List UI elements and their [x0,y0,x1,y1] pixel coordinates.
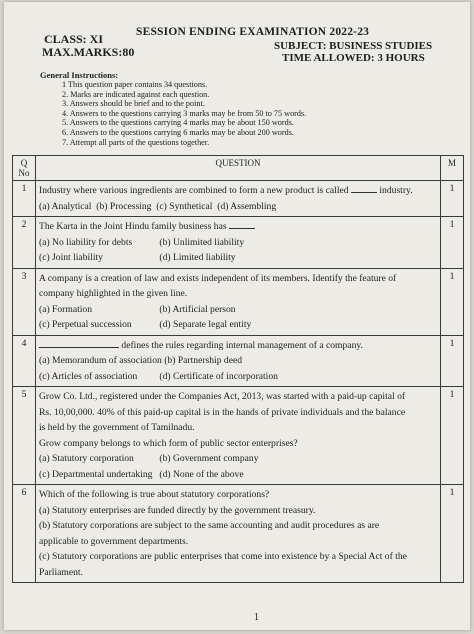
col-header-question: QUESTION [36,156,441,181]
option-c-cont: Parliament. [39,566,83,578]
instruction-item: 5. Answers to the questions carrying 4 marks may be about 150 words. [62,118,294,128]
table-header-row [13,156,464,181]
question-marks: 1 [441,181,464,217]
option-c: (c) Departmental undertaking [39,468,153,480]
max-marks-label: MAX.MARKS:80 [42,45,135,59]
option-b: (b) Government company [159,453,259,464]
question-text-line: Grow Co. Ltd., registered under the Companies Act, 2013, was started with a paid-up capital of [39,391,406,402]
question-marks: 1 [441,268,464,335]
question-text-line: Rs. 10,00,000. 40% of this paid-up capital is in the hands of private individuals and the balance [39,406,406,418]
question-stem: defines the rules regarding internal management of a company. [121,339,363,351]
option-b-cont: applicable to government departments. [39,535,189,547]
option-d: (d) Limited liability [159,252,236,263]
answer-blank [229,228,255,229]
question-marks: 1 [441,217,464,269]
answer-blank [39,347,119,348]
question-marks: 1 [441,387,464,485]
question-number: 2 [13,217,36,269]
question-marks: 1 [441,335,464,387]
question-body [36,181,441,217]
time-allowed-label: TIME ALLOWED: 3 HOURS [282,52,425,64]
question-row-4 [13,335,464,387]
answer-blank [351,192,377,193]
option-d: (d) Assembling [217,200,277,212]
option-b: (b) Artificial person [159,303,236,315]
option-a: (a) Formation [39,303,93,315]
instruction-item: 6. Answers to the questions carrying 6 marks may be about 200 words. [62,127,294,137]
question-row-6 [13,485,464,583]
option-c: (c) Perpetual succession [39,319,132,330]
option-d: (d) Certificate of incorporation [159,370,278,382]
question-number: 5 [13,387,36,485]
class-label: CLASS: XI [44,32,104,46]
question-row-5 [13,387,464,485]
question-stem: The Karta in the Joint Hindu family business has [39,221,227,232]
question-marks: 1 [441,485,464,583]
option-d: (d) Separate legal entity [159,319,252,330]
instructions-title: General Instructions: [40,70,119,80]
option-b: (b) Unlimited liability [159,236,245,248]
col-header-marks: M [441,156,464,181]
question-row-3 [13,268,464,335]
option-c: (c) Statutory corporations are public enterprises that come into existence by a Special Act of the [39,551,407,562]
question-stem: Which of the following is true about statutory corporations? [39,489,270,500]
option-a: (a) No liability for debts [39,236,133,248]
question-number: 1 [13,181,36,217]
instruction-item: 3. Answers should be brief and to the point. [62,99,205,109]
question-row-1 [13,181,464,217]
question-text-line: Grow company belongs to which form of public sector enterprises? [39,437,298,449]
option-a: (a) Memorandum of association [39,355,162,366]
question-stem: Industry where various ingredients are combined to form a new product is called [39,185,349,196]
option-b: (b) Partnership deed [164,355,243,366]
option-c: (c) Joint liability [39,252,103,263]
option-c: (c) Articles of association [39,370,138,382]
col-header-no: Q No [13,156,36,181]
exam-page [4,2,470,630]
question-stem-cont: company highlighted in the given line. [39,288,188,299]
question-stem-end: industry. [379,185,413,196]
option-a: (a) Statutory enterprises are funded directly by the government treasury. [39,504,316,516]
exam-title: SESSION ENDING EXAMINATION 2022-23 [136,26,370,38]
instruction-item: 1 This question paper contains 34 questions. [62,80,208,89]
instruction-item: 7. Attempt all parts of the questions together. [62,137,210,147]
question-body [36,217,441,269]
question-number: 4 [13,335,36,387]
option-c: (c) Synthetical [156,200,213,212]
question-stem: A company is a creation of law and exists independent of its members. Identify the feature of [39,272,397,284]
instruction-item: 4. Answers to the questions carrying 3 marks may be from 50 to 75 words. [62,108,307,118]
instruction-item: 2. Marks are indicated against each question. [62,89,210,99]
question-body [36,485,441,583]
question-body [36,335,441,387]
question-number: 3 [13,268,36,335]
questions-table [12,155,464,583]
page-number: 1 [254,612,259,623]
instructions-list [62,80,306,147]
subject-label: SUBJECT: BUSINESS STUDIES [274,40,433,52]
option-b: (b) Processing [96,200,152,212]
question-number: 6 [13,485,36,583]
question-text-line: is held by the government of Tamilnadu. [39,422,195,433]
option-d: (d) None of the above [159,468,244,480]
option-b: (b) Statutory corporations are subject to the same accounting and audit procedures as are [39,520,380,531]
question-body [36,268,441,335]
question-body [36,387,441,485]
option-a: (a) Statutory corporation [39,453,134,464]
question-row-2 [13,217,464,269]
option-a: (a) Analytical [39,200,92,212]
